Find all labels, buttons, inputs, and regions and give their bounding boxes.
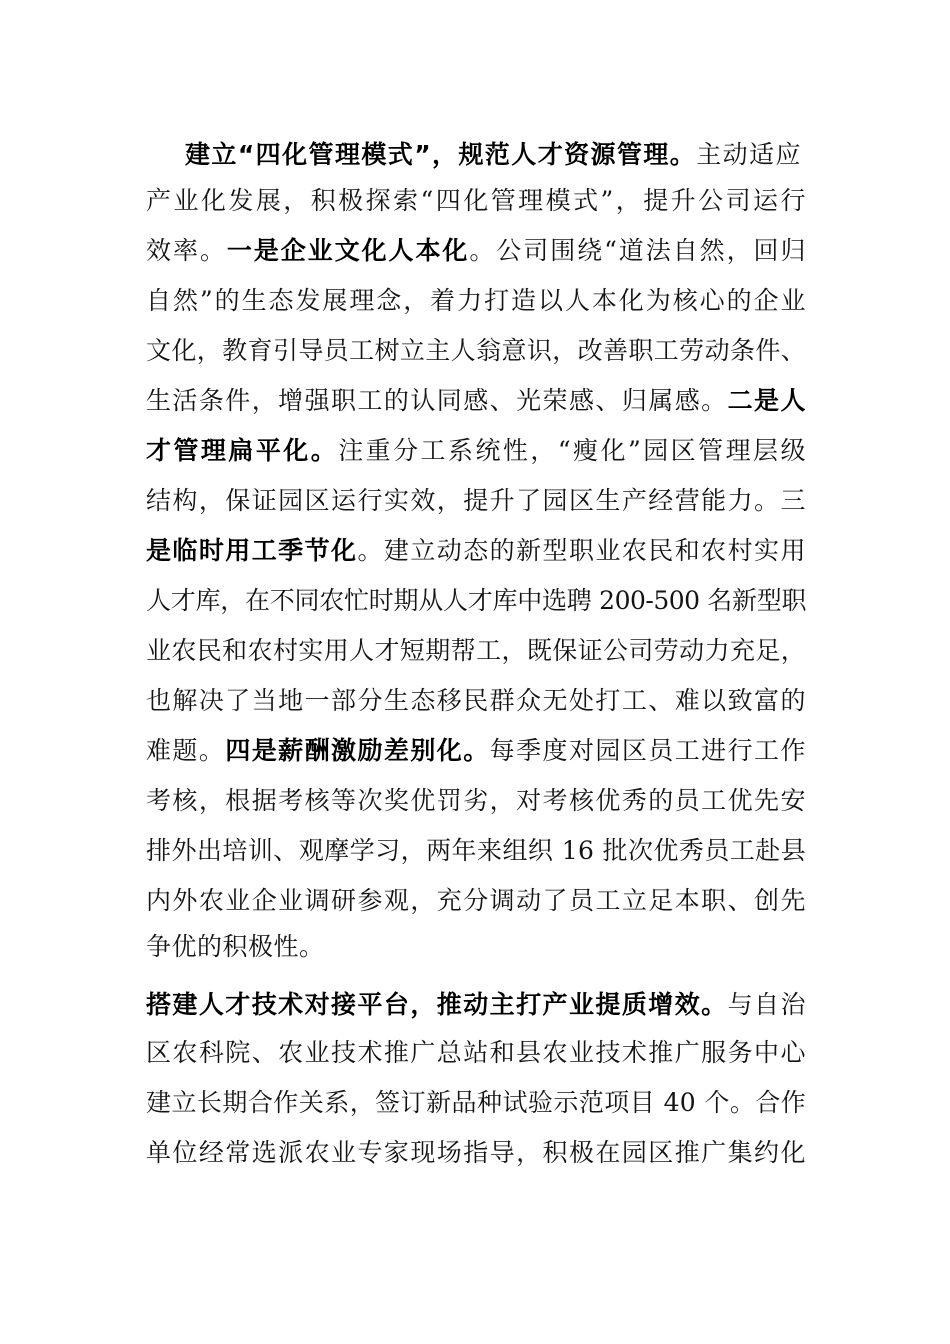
text-line [146, 281, 806, 321]
text-run: 内外农业企业调研参观，充分调动了员工立足本职、创先 [146, 886, 806, 915]
text-line [146, 985, 806, 1025]
text-run: 产业化发展，积极探索“四化管理模式”，提升公司运行 [146, 186, 806, 215]
text-run: 排外出培训、观摩学习，两年来组织 16 批次优秀员工赴县 [146, 836, 806, 865]
text-run: 注重分工系统性，“瘦化”园区管理层级 [338, 436, 806, 465]
text-line [146, 531, 806, 571]
text-run: 结构，保证园区运行实效，提升了园区生产经营能力。三 [146, 486, 806, 515]
text-line [146, 927, 806, 967]
text-run: 。公司围绕“道法自然，回归 [469, 236, 806, 265]
text-line [146, 681, 806, 721]
text-line [146, 1033, 806, 1073]
text-line [146, 1083, 806, 1123]
text-run: 单位经常选派农业专家现场指导，积极在园区推广集约化 [146, 1138, 806, 1167]
text-line [146, 781, 806, 821]
text-run: 区农科院、农业技术推广总站和县农业技术推广服务中心 [146, 1038, 806, 1067]
text-line [146, 1133, 806, 1173]
text-line [146, 731, 806, 771]
text-line [146, 231, 806, 271]
text-line [146, 881, 806, 921]
bold-heading: 是临时用工季节化 [146, 536, 358, 565]
text-run: 业农民和农村实用人才短期帮工，既保证公司劳动力充足， [146, 636, 806, 665]
text-run: 与自治 [727, 990, 806, 1019]
text-run: 难题。 [146, 736, 226, 765]
text-line [146, 631, 806, 671]
text-run: 自然”的生态发展理念，着力打造以人本化为核心的企业 [146, 286, 806, 315]
text-line [185, 135, 801, 175]
text-run: 主动适应 [696, 140, 801, 169]
text-run: 。建立动态的新型职业农民和农村实用 [357, 536, 806, 565]
text-run: 争优的积极性。 [146, 932, 325, 961]
text-line [146, 331, 806, 371]
text-run: 人才库，在不同农忙时期从人才库中选聘 200-500 名新型职 [146, 586, 806, 615]
text-line [146, 181, 806, 221]
text-run: 效率。 [146, 236, 227, 265]
bold-heading: 一是企业文化人本化 [226, 236, 470, 265]
text-run: 考核，根据考核等次奖优罚劣，对考核优秀的员工优先安 [146, 786, 806, 815]
bold-heading: 建立“四化管理模式”，规范人才资源管理。 [185, 140, 697, 169]
text-run: 也解决了当地一部分生态移民群众无处打工、难以致富的 [146, 686, 806, 715]
text-line [146, 581, 806, 621]
text-run: 文化，教育引导员工树立主人翁意识，改善职工劳动条件、 [146, 336, 806, 365]
bold-heading: 二是人 [727, 386, 806, 415]
bold-heading: 四是薪酬激励差别化。 [225, 736, 490, 765]
text-run: 建立长期合作关系，签订新品种试验示范项目 40 个。合作 [146, 1088, 806, 1117]
text-line [146, 831, 806, 871]
text-line [146, 481, 806, 521]
bold-heading: 才管理扁平化。 [146, 436, 339, 465]
text-run: 生活条件，增强职工的认同感、光荣感、归属感。 [146, 386, 728, 415]
text-line [146, 431, 806, 471]
text-run: 每季度对园区员工进行工作 [489, 736, 806, 765]
bold-heading: 搭建人才技术对接平台，推动主打产业提质增效。 [146, 990, 728, 1019]
text-line [146, 381, 806, 421]
